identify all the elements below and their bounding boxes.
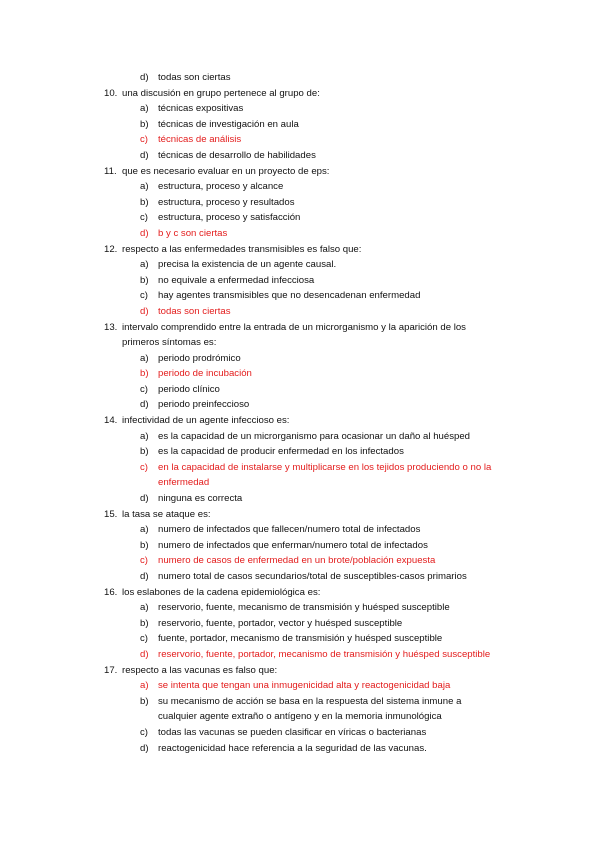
question-row <box>0 413 600 429</box>
option-letter: a) <box>140 524 149 536</box>
question-row <box>0 164 600 180</box>
answer-option <box>0 741 600 757</box>
answer-option <box>0 179 600 195</box>
question-text: la tasa se ataque es: <box>122 508 211 520</box>
answer-option <box>0 491 600 507</box>
answer-option-correct <box>0 226 600 242</box>
answer-option <box>0 70 600 86</box>
answer-option <box>0 288 600 304</box>
question-number: 15. <box>104 508 118 520</box>
option-text: precisa la existencia de un agente causal. <box>158 259 337 271</box>
answer-option <box>0 397 600 413</box>
question-row <box>0 320 600 336</box>
question-text: una discusión en grupo pertenece al grupo de: <box>122 87 320 99</box>
answer-option <box>0 569 600 585</box>
option-letter: a) <box>140 680 149 692</box>
answer-option-correct <box>0 132 600 148</box>
answer-option <box>0 538 600 554</box>
answer-option <box>0 257 600 273</box>
answer-option <box>0 382 600 398</box>
option-letter: d) <box>140 227 149 239</box>
question-number: 16. <box>104 586 118 598</box>
answer-option <box>0 444 600 460</box>
option-letter: d) <box>140 305 149 317</box>
answer-option <box>0 273 600 289</box>
option-letter: a) <box>140 103 149 115</box>
option-letter: d) <box>140 648 149 660</box>
option-letter: b) <box>140 617 149 629</box>
option-text: cualquier agente extraño o antígeno y en la memoria inmunológica <box>158 711 442 723</box>
question-text: primeros síntomas es: <box>122 337 217 349</box>
option-letter: d) <box>140 742 149 754</box>
option-letter: b) <box>140 274 149 286</box>
question-text: respecto a las enfermedades transmisibles es falso que: <box>122 243 362 255</box>
option-text: periodo clínico <box>158 383 220 395</box>
answer-option <box>0 616 600 632</box>
option-text: todas son ciertas <box>158 72 231 83</box>
answer-option <box>0 351 600 367</box>
option-letter: c) <box>140 461 148 473</box>
option-text: periodo prodrómico <box>158 352 241 364</box>
question-number: 11. <box>104 165 117 177</box>
answer-option-correct <box>0 678 600 694</box>
question-continuation-row <box>0 335 600 351</box>
answer-option <box>0 725 600 741</box>
option-text: es la capacidad de un microrganismo para ocasionar un daño al huésped <box>158 430 470 442</box>
question-number: 12. <box>104 243 118 255</box>
option-text: en la capacidad de instalarse y multiplicarse en los tejidos produciendo o no la <box>158 461 492 473</box>
question-number: 14. <box>104 415 118 427</box>
answer-option <box>0 210 600 226</box>
option-text: su mecanismo de acción se basa en la respuesta del sistema inmune a <box>158 695 462 707</box>
option-letter: c) <box>140 212 148 224</box>
option-letter: c) <box>140 555 148 567</box>
option-text: numero de infectados que fallecen/numero total de infectados <box>158 524 421 536</box>
option-text: todas son ciertas <box>158 305 231 317</box>
answer-option-correct <box>0 460 600 476</box>
question-row <box>0 242 600 258</box>
option-letter: a) <box>140 259 149 271</box>
answer-option <box>0 522 600 538</box>
option-letter: d) <box>140 493 149 505</box>
question-row <box>0 663 600 679</box>
answer-option-correct <box>0 304 600 320</box>
option-text: no equivale a enfermedad infecciosa <box>158 274 315 286</box>
option-text: numero total de casos secundarios/total de susceptibles-casos primarios <box>158 571 467 582</box>
option-text: periodo de incubación <box>158 368 252 380</box>
answer-option-correct <box>0 647 600 663</box>
option-letter: d) <box>140 399 149 411</box>
answer-option-correct <box>0 553 600 569</box>
answer-option <box>0 148 600 164</box>
question-text: los eslabones de la cadena epidemiológica es: <box>122 586 321 598</box>
answer-option <box>0 631 600 647</box>
option-letter: c) <box>140 383 148 395</box>
option-text: técnicas de desarrollo de habilidades <box>158 149 316 161</box>
option-letter: b) <box>140 446 149 458</box>
option-text: reservorio, fuente, portador, mecanismo de transmisión y huésped susceptible <box>158 648 491 660</box>
option-letter: b) <box>140 368 149 380</box>
question-number: 13. <box>104 321 118 333</box>
option-text: enfermedad <box>158 477 210 489</box>
option-continuation-row <box>0 709 600 725</box>
option-letter: b) <box>140 539 149 551</box>
question-number: 17. <box>104 664 118 676</box>
option-letter: b) <box>140 695 149 707</box>
option-letter: c) <box>140 726 148 738</box>
question-text: infectividad de un agente infeccioso es: <box>122 415 290 427</box>
answer-option <box>0 195 600 211</box>
answer-option-correct <box>0 366 600 382</box>
option-letter: c) <box>140 134 148 146</box>
option-letter: d) <box>140 571 149 582</box>
option-text: reservorio, fuente, mecanismo de transmisión y huésped susceptible <box>158 602 450 614</box>
quiz-content <box>0 70 600 756</box>
question-row <box>0 507 600 523</box>
answer-option <box>0 429 600 445</box>
question-text: intervalo comprendido entre la entrada de un microrganismo y la aparición de los <box>122 321 466 333</box>
option-text: periodo preinfeccioso <box>158 399 250 411</box>
option-text: fuente, portador, mecanismo de transmisión y huésped susceptible <box>158 633 443 645</box>
option-text: reservorio, fuente, portador, vector y huésped susceptible <box>158 617 403 629</box>
option-letter: a) <box>140 602 149 614</box>
option-letter: a) <box>140 181 149 193</box>
option-letter: b) <box>140 196 149 208</box>
option-continuation-row <box>0 475 600 491</box>
option-text: todas las vacunas se pueden clasificar en víricas o bacterianas <box>158 726 427 738</box>
option-text: hay agentes transmisibles que no desencadenan enfermedad <box>158 290 421 302</box>
option-text: se intenta que tengan una inmugenicidad alta y reactogenicidad baja <box>158 680 451 692</box>
option-text: técnicas expositivas <box>158 103 244 115</box>
option-letter: b) <box>140 118 149 130</box>
option-text: técnicas de investigación en aula <box>158 118 299 130</box>
option-text: ninguna es correcta <box>158 493 243 505</box>
question-text: que es necesario evaluar en un proyecto de eps: <box>122 165 330 177</box>
option-text: numero de casos de enfermedad en un brote/población expuesta <box>158 555 436 567</box>
question-number: 10. <box>104 87 118 99</box>
option-text: estructura, proceso y resultados <box>158 196 295 208</box>
answer-option <box>0 694 600 710</box>
option-letter: a) <box>140 352 149 364</box>
option-text: numero de infectados que enferman/numero total de infectados <box>158 539 428 551</box>
option-letter: a) <box>140 430 149 442</box>
option-text: reactogenicidad hace referencia a la seguridad de las vacunas. <box>158 742 427 754</box>
option-letter: d) <box>140 149 149 161</box>
option-text: estructura, proceso y alcance <box>158 181 284 193</box>
question-row <box>0 86 600 102</box>
option-text: es la capacidad de producir enfermedad en los infectados <box>158 446 404 458</box>
option-text: estructura, proceso y satisfacción <box>158 212 301 224</box>
answer-option <box>0 101 600 117</box>
option-letter: d) <box>140 72 149 83</box>
option-letter: c) <box>140 633 148 645</box>
answer-option <box>0 117 600 133</box>
answer-option <box>0 600 600 616</box>
option-text: b y c son ciertas <box>158 227 228 239</box>
option-letter: c) <box>140 290 148 302</box>
option-text: técnicas de análisis <box>158 134 242 146</box>
question-text: respecto a las vacunas es falso que: <box>122 664 278 676</box>
question-row <box>0 585 600 601</box>
